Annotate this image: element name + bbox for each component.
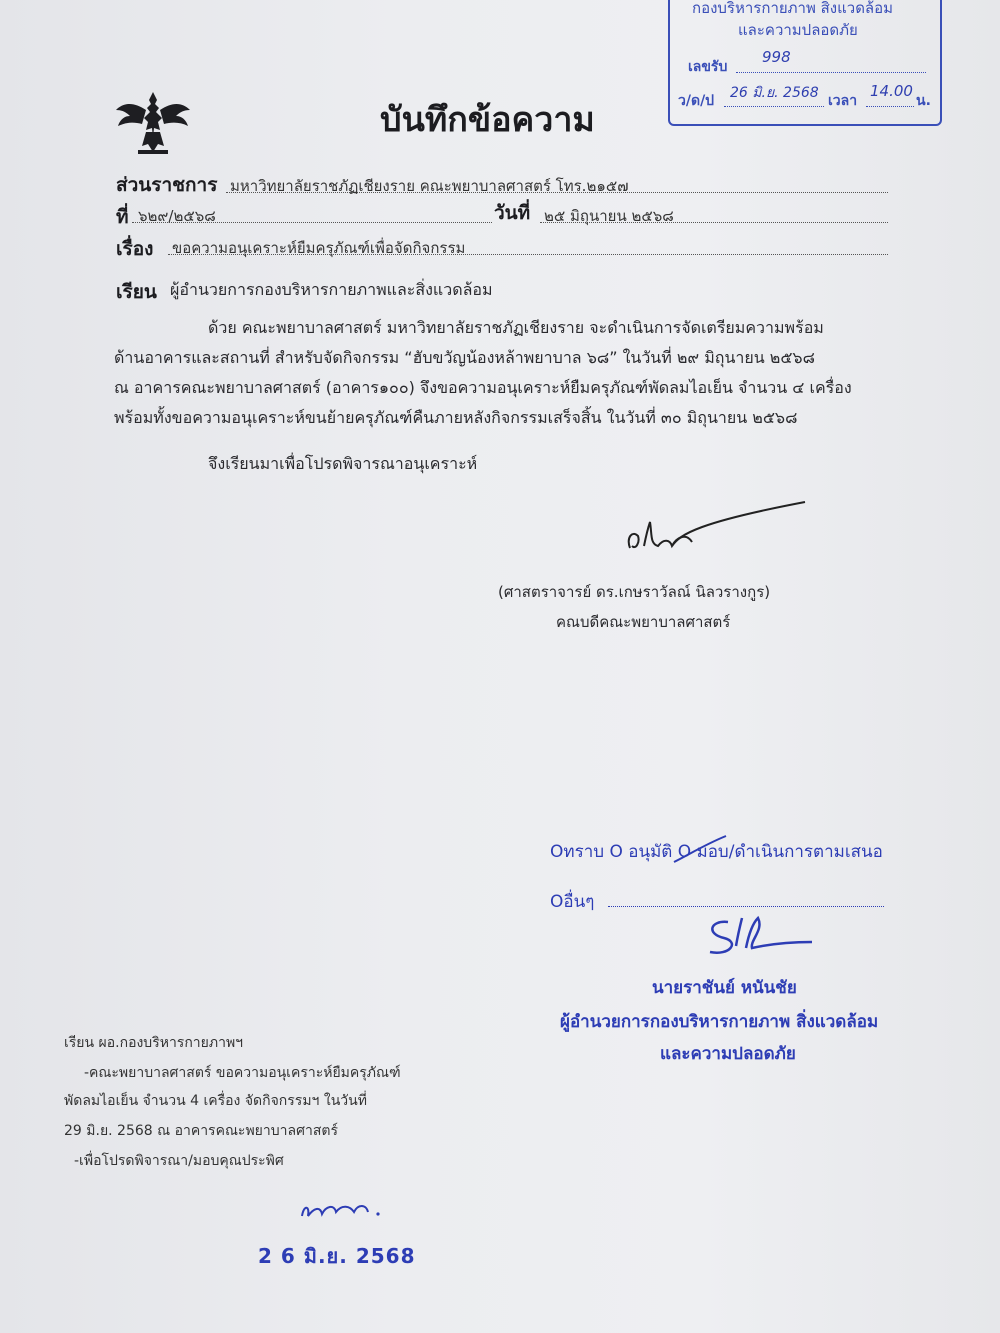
note-line: พัดลมไอเย็น จำนวน 4 เครื่อง จัดกิจกรรมฯ ในวันที่ xyxy=(64,1093,367,1109)
note-signature-icon xyxy=(296,1192,386,1226)
note-line: 29 มิ.ย. 2568 ณ อาคารคณะพยาบาลศาสตร์ xyxy=(64,1123,338,1139)
stamp-time-value: 14.00 xyxy=(870,82,913,100)
note-line: -คณะพยาบาลศาสตร์ ขอความอนุเคราะห์ยืมครุภัณฑ์ xyxy=(84,1065,401,1081)
approval-options: Oทราบ O อนุมัติ O มอบ/ดำเนินการตามเสนอ xyxy=(550,842,883,862)
director-signature-icon xyxy=(700,908,820,964)
dean-title: คณบดีคณะพยาบาลศาสตร์ xyxy=(556,613,731,631)
memo-title: บันทึกข้อความ xyxy=(380,100,595,140)
closing-line: จึงเรียนมาเพื่อโปรดพิจารณาอนุเคราะห์ xyxy=(208,454,478,473)
stamp-org-line1: กองบริหารกายภาพ สิ่งแวดล้อม xyxy=(692,0,894,17)
body-line: พร้อมทั้งขอความอนุเคราะห์ขนย้ายครุภัณฑ์คืนภายหลังกิจกรรมเสร็จสิ้น ในวันที่ ๓๐ มิถุนายน ๒๕๖๘ xyxy=(114,408,798,427)
stamp-org-line2: และความปลอดภัย xyxy=(738,21,858,39)
director-title-line2: และความปลอดภัย xyxy=(660,1044,796,1064)
memo-date-value: ๒๕ มิถุนายน ๒๕๖๘ xyxy=(544,207,674,225)
dept-label: ส่วนราชการ xyxy=(116,174,218,196)
director-name: นายราชันย์ หนันชัย xyxy=(652,978,797,998)
note-line: เรียน ผอ.กองบริหารกายภาพฯ xyxy=(64,1035,244,1051)
body-line: ด้วย คณะพยาบาลศาสตร์ มหาวิทยาลัยราชภัฏเชียงราย จะดำเนินการจัดเตรียมความพร้อม xyxy=(208,318,824,337)
body-line: ด้านอาคารและสถานที่ สำหรับจัดกิจกรรม “ฮับขวัญน้องหล้าพยาบาล ๖๘” ในวันที่ ๒๙ มิถุนายน ๒๕๖๘ xyxy=(114,348,815,367)
subject-value: ขอความอนุเคราะห์ยืมครุภัณฑ์เพื่อจัดกิจกรรม xyxy=(172,239,466,257)
dept-value: มหาวิทยาลัยราชภัฏเชียงราย คณะพยาบาลศาสตร์ โทร.๒๑๕๗ xyxy=(230,177,629,195)
stamp-time-label: เวลา xyxy=(828,93,858,109)
stamp-date-value: 26 มิ.ย. 2568 xyxy=(730,85,819,101)
director-title-line1: ผู้อำนวยการกองบริหารกายภาพ สิ่งแวดล้อม xyxy=(560,1012,879,1032)
receipt-stamp xyxy=(668,0,942,126)
strikeout-mark-icon xyxy=(670,832,730,866)
subject-label: เรื่อง xyxy=(116,238,154,260)
ref-label: ที่ xyxy=(116,206,129,228)
dean-signature-icon xyxy=(600,498,810,568)
to-value: ผู้อำนวยการกองบริหารกายภาพและสิ่งแวดล้อม xyxy=(170,280,493,299)
stamp-recv-value: 998 xyxy=(762,48,791,66)
stamp-recv-label: เลขรับ xyxy=(688,59,728,75)
note-date-stamp: 2 6 มิ.ย. 2568 xyxy=(258,1244,416,1268)
stamp-time-suffix: น. xyxy=(916,93,931,109)
approval-other: Oอื่นๆ xyxy=(550,892,595,912)
body-line: ณ อาคารคณะพยาบาลศาสตร์ (อาคาร๑๐๐) จึงขอความอนุเคราะห์ยืมครุภัณฑ์พัดลมไอเย็น จำนวน ๔ เครื่อง xyxy=(114,378,852,397)
dean-name: (ศาสตราจารย์ ดร.เกษราวัลณ์ นิลวรางกูร) xyxy=(498,583,771,601)
garuda-emblem-icon xyxy=(112,88,194,158)
note-line: -เพื่อโปรดพิจารณา/มอบคุณประพิศ xyxy=(74,1153,284,1169)
ref-value: ๖๒๙/๒๕๖๘ xyxy=(138,207,216,225)
to-label: เรียน xyxy=(116,281,157,303)
stamp-date-label: ว/ด/ป xyxy=(678,93,715,109)
memo-date-label: วันที่ xyxy=(494,202,531,224)
